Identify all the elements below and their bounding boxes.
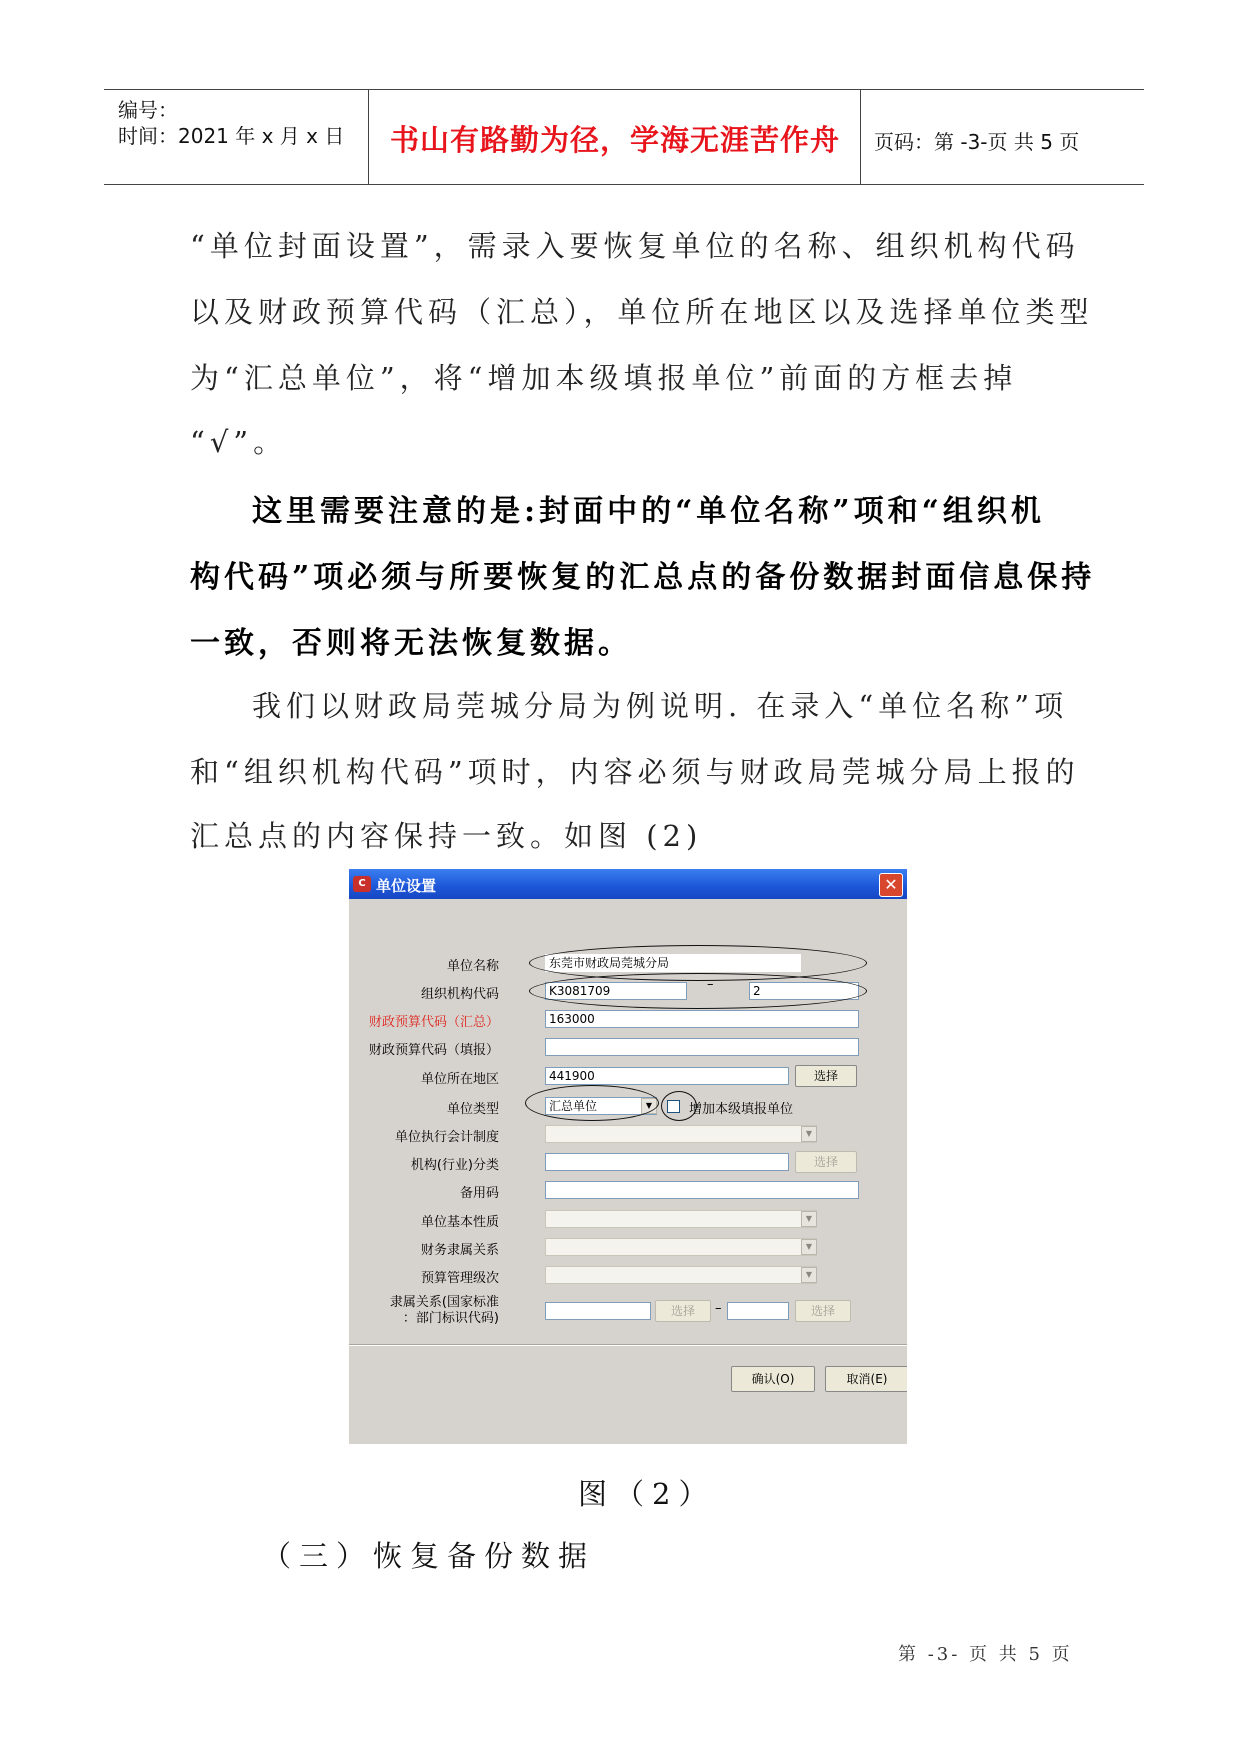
budget-level-select[interactable] <box>545 1266 817 1284</box>
paragraph-2-line-3: 一致，否则将无法恢复数据。 <box>190 626 632 661</box>
paragraph-1-line-3: 为“汇总单位”，将“增加本级填报单位”前面的方框去掉 <box>190 361 1018 395</box>
budget-code-summary-field[interactable]: 163000 <box>545 1010 859 1028</box>
add-level-checkbox-label: 增加本级填报单位 <box>689 1102 794 1117</box>
paragraph-1-line-4: “√”。 <box>190 425 288 459</box>
region-select-button[interactable]: 选择 <box>795 1065 857 1087</box>
document-date: 时间：2021 年 x 月 x 日 <box>118 124 345 148</box>
close-icon[interactable]: ✕ <box>879 873 903 897</box>
affiliation-field-1[interactable] <box>545 1302 651 1320</box>
paragraph-1-line-1: “单位封面设置”，需录入要恢复单位的名称、组织机构代码 <box>190 229 1080 263</box>
dialog-separator-highlight <box>349 1345 907 1346</box>
nature-select[interactable] <box>545 1210 817 1228</box>
header-motto: 书山有路勤为径，学海无涯苦作舟 <box>389 123 840 157</box>
ok-button[interactable]: 确认(O) <box>731 1366 815 1392</box>
nature-dropdown-icon[interactable]: ▼ <box>801 1211 817 1227</box>
org-code-label: 组织机构代码 <box>420 987 499 1002</box>
page-header <box>104 89 1144 185</box>
industry-field[interactable] <box>545 1153 789 1171</box>
org-code-suffix-field[interactable]: 2 <box>749 982 859 1000</box>
org-code-field[interactable]: K3081709 <box>545 982 687 1000</box>
header-left-cell <box>104 90 369 184</box>
industry-label: 机构(行业)分类 <box>410 1158 499 1173</box>
dialog-titlebar <box>349 869 907 899</box>
app-icon: C <box>353 876 371 892</box>
figure-caption: 图（2） <box>578 1477 716 1511</box>
page-footer: 第 -3- 页 共 5 页 <box>898 1644 1073 1665</box>
cancel-button[interactable]: 取消(E) <box>825 1366 907 1392</box>
affiliation-label-line-2: ：部门标识代码) <box>402 1311 499 1326</box>
paragraph-3-line-1: 我们以财政局莞城分局为例说明. 在录入“单位名称”项 <box>252 689 1069 723</box>
finance-relation-select[interactable] <box>545 1238 817 1256</box>
region-label: 单位所在地区 <box>420 1072 499 1087</box>
paragraph-2-line-2: 构代码”项必须与所要恢复的汇总点的备份数据封面信息保持 <box>190 560 1096 595</box>
unit-name-label: 单位名称 <box>446 959 499 974</box>
section-heading: （三）恢复备份数据 <box>262 1539 596 1573</box>
budget-code-fill-label: 财政预算代码（填报） <box>368 1043 499 1058</box>
header-page-info: 页码：第 -3-页 共 5 页 <box>874 130 1080 154</box>
affiliation-select-button-2[interactable]: 选择 <box>795 1300 851 1322</box>
finance-relation-dropdown-icon[interactable]: ▼ <box>801 1239 817 1255</box>
affiliation-label-line-1: 隶属关系(国家标准 <box>389 1295 499 1310</box>
dialog-title: 单位设置 <box>376 877 437 895</box>
unit-type-label: 单位类型 <box>446 1102 499 1117</box>
accounting-system-label: 单位执行会计制度 <box>394 1130 499 1145</box>
industry-select-button[interactable]: 选择 <box>795 1151 857 1173</box>
budget-level-dropdown-icon[interactable]: ▼ <box>801 1267 817 1283</box>
header-right-cell <box>862 90 1144 184</box>
nature-label: 单位基本性质 <box>420 1215 499 1230</box>
backup-code-label: 备用码 <box>459 1186 499 1201</box>
affiliation-field-2[interactable] <box>727 1302 789 1320</box>
unit-name-field[interactable]: 东莞市财政局莞城分局 <box>545 954 801 972</box>
paragraph-1-line-2: 以及财政预算代码（汇总），单位所在地区以及选择单位类型 <box>190 295 1094 329</box>
paragraph-3-line-3: 汇总点的内容保持一致。如图 (2) <box>190 819 703 853</box>
document-number-label: 编号： <box>118 98 178 122</box>
budget-code-summary-label: 财政预算代码（汇总） <box>368 1015 499 1030</box>
finance-relation-label: 财务隶属关系 <box>420 1243 499 1258</box>
accounting-system-select[interactable] <box>545 1125 817 1143</box>
unit-type-dropdown-icon[interactable]: ▼ <box>641 1098 657 1114</box>
budget-code-fill-field[interactable] <box>545 1038 859 1056</box>
org-code-dash: – <box>707 977 714 992</box>
unit-type-select[interactable]: 汇总单位 <box>545 1097 657 1115</box>
affiliation-select-button-1[interactable]: 选择 <box>655 1300 711 1322</box>
add-level-checkbox[interactable] <box>667 1100 680 1113</box>
unit-settings-dialog <box>349 869 907 1444</box>
region-field[interactable]: 441900 <box>545 1067 789 1085</box>
backup-code-field[interactable] <box>545 1181 859 1199</box>
accounting-system-dropdown-icon[interactable]: ▼ <box>801 1126 817 1142</box>
paragraph-3-line-2: 和“组织机构代码”项时，内容必须与财政局莞城分局上报的 <box>190 755 1080 789</box>
header-center-cell <box>370 90 861 184</box>
affiliation-dash: – <box>715 1301 722 1316</box>
paragraph-2-line-1: 这里需要注意的是:封面中的“单位名称”项和“组织机 <box>252 494 1045 529</box>
budget-level-label: 预算管理级次 <box>420 1271 499 1286</box>
